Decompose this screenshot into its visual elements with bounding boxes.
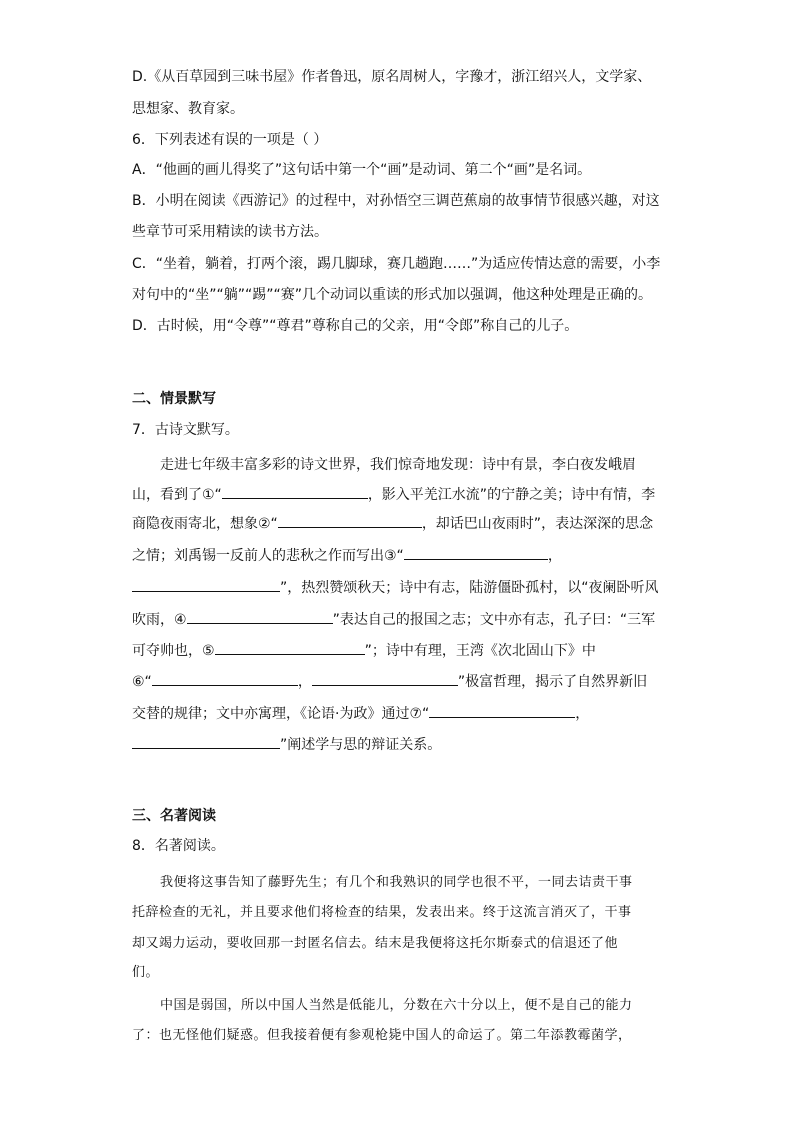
passage-text: 之情；刘禹锡一反前人的悲秋之作而写出③“ xyxy=(132,548,404,564)
q6-option-b-line2: 些章节可采用精读的读书方法。 xyxy=(132,224,328,240)
poem-passage-line xyxy=(132,609,655,630)
q5-option-d-line2: 思想家、教育家。 xyxy=(132,101,244,117)
poem-passage-line xyxy=(132,640,596,661)
poem-passage-line xyxy=(132,671,647,692)
poem-passage-line xyxy=(132,703,589,724)
fill-blank-6a[interactable] xyxy=(152,671,298,686)
q5-option-d-line1: D.《从百草园到三味书屋》作者鲁迅，原名周树人，字豫才，浙江绍兴人，文学家、 xyxy=(132,69,652,85)
fill-blank-1[interactable] xyxy=(222,484,368,499)
fill-blank-7a[interactable] xyxy=(429,703,575,718)
passage-text: 交替的规律；文中亦寓理，《论语·为政》通过⑦“ xyxy=(132,706,430,722)
section2-heading: 二、情景默写 xyxy=(132,391,216,407)
passage-text: ，却话巴山夜雨时”，表达深深的思念 xyxy=(421,516,654,532)
q6-option-d: D．古时候，用“令尊”“尊君”尊称自己的父亲，用“令郎”称自己的儿子。 xyxy=(132,318,579,334)
passage-text: 商隐夜雨寄北，想象②“ xyxy=(132,516,278,532)
excerpt-line: 我便将这事告知了藤野先生；有几个和我熟识的同学也很不平，一同去诘责干事 xyxy=(160,875,633,890)
passage-text: ， xyxy=(297,674,312,690)
excerpt-line: 托辞检查的无礼，并且要求他们将检查的结果，发表出来。终于这流言消灭了，干事 xyxy=(132,905,632,920)
q6-option-c-line2: 对句中的“坐”“躺”“踢”“赛”几个动词以重读的形式加以强调，他这种处理是正确的。 xyxy=(132,287,653,303)
poem-passage-line: 走进七年级丰富多彩的诗文世界，我们惊奇地发现：诗中有景，李白夜发峨眉 xyxy=(160,457,636,473)
passage-text: 可夺帅也，⑤ xyxy=(132,643,215,659)
passage-text: ”；诗中有理，王湾《次北固山下》中 xyxy=(364,643,596,659)
passage-text: ”表达自己的报国之志；文中亦有志，孔子曰：“三军 xyxy=(332,612,656,628)
poem-passage-line xyxy=(132,577,659,598)
q8-stem: 8．名著阅读。 xyxy=(132,838,225,854)
fill-blank-3b[interactable] xyxy=(132,577,280,592)
passage-text: ”阐述学与思的辩证关系。 xyxy=(280,737,442,753)
excerpt-line: 了：也无怪他们疑惑。但我接着便有参观枪毙中国人的命运了。第二年添教霉菌学， xyxy=(132,1028,632,1043)
excerpt-line: 们。 xyxy=(132,965,160,980)
section3-heading: 三、名著阅读 xyxy=(132,808,216,824)
poem-passage-line xyxy=(132,513,653,534)
fill-blank-7b[interactable] xyxy=(132,734,280,749)
poem-passage-line xyxy=(132,545,562,566)
fill-blank-2[interactable] xyxy=(278,513,422,528)
passage-text: 山，看到了①“ xyxy=(132,487,222,503)
passage-text: ，影入平羌江水流”的宁静之美；诗中有情，李 xyxy=(367,487,656,503)
fill-blank-6b[interactable] xyxy=(312,671,458,686)
q6-stem: 6．下列表述有误的一项是（ ） xyxy=(132,132,328,148)
excerpt-line: 却又竭力运动，要收回那一封匿名信去。结末是我便将这托尔斯泰式的信退还了他 xyxy=(132,936,619,951)
q6-option-a: A．“他画的画儿得奖了”这句话中第一个“画”是动词、第二个“画”是名词。 xyxy=(132,162,592,178)
passage-text: ”极富哲理，揭示了自然界新旧 xyxy=(457,674,648,690)
passage-text: 吹雨，④ xyxy=(132,612,187,628)
excerpt-line: 中国是弱国，所以中国人当然是低能儿，分数在六十分以上，便不是自己的能力 xyxy=(160,998,633,1013)
passage-text: ， xyxy=(547,548,562,564)
fill-blank-4[interactable] xyxy=(187,609,333,624)
passage-text: ⑥“ xyxy=(132,674,152,690)
poem-passage-line xyxy=(132,484,655,505)
fill-blank-3a[interactable] xyxy=(404,545,548,560)
q7-stem: 7．古诗文默写。 xyxy=(132,422,239,438)
q6-option-c-line1: C．“坐着，躺着，打两个滚，踢几脚球，赛几趟跑……”为适应传情达意的需要，小李 xyxy=(132,256,661,272)
q6-option-b-line1: B．小明在阅读《西游记》的过程中，对孙悟空三调芭蕉扇的故事情节很感兴趣，对这 xyxy=(132,193,660,209)
passage-text: ”，热烈赞颂秋天；诗中有志，陆游僵卧孤村，以“夜阑卧听风 xyxy=(280,580,659,596)
poem-passage-line xyxy=(132,734,441,755)
passage-text: ， xyxy=(575,706,590,722)
fill-blank-5[interactable] xyxy=(215,640,365,655)
